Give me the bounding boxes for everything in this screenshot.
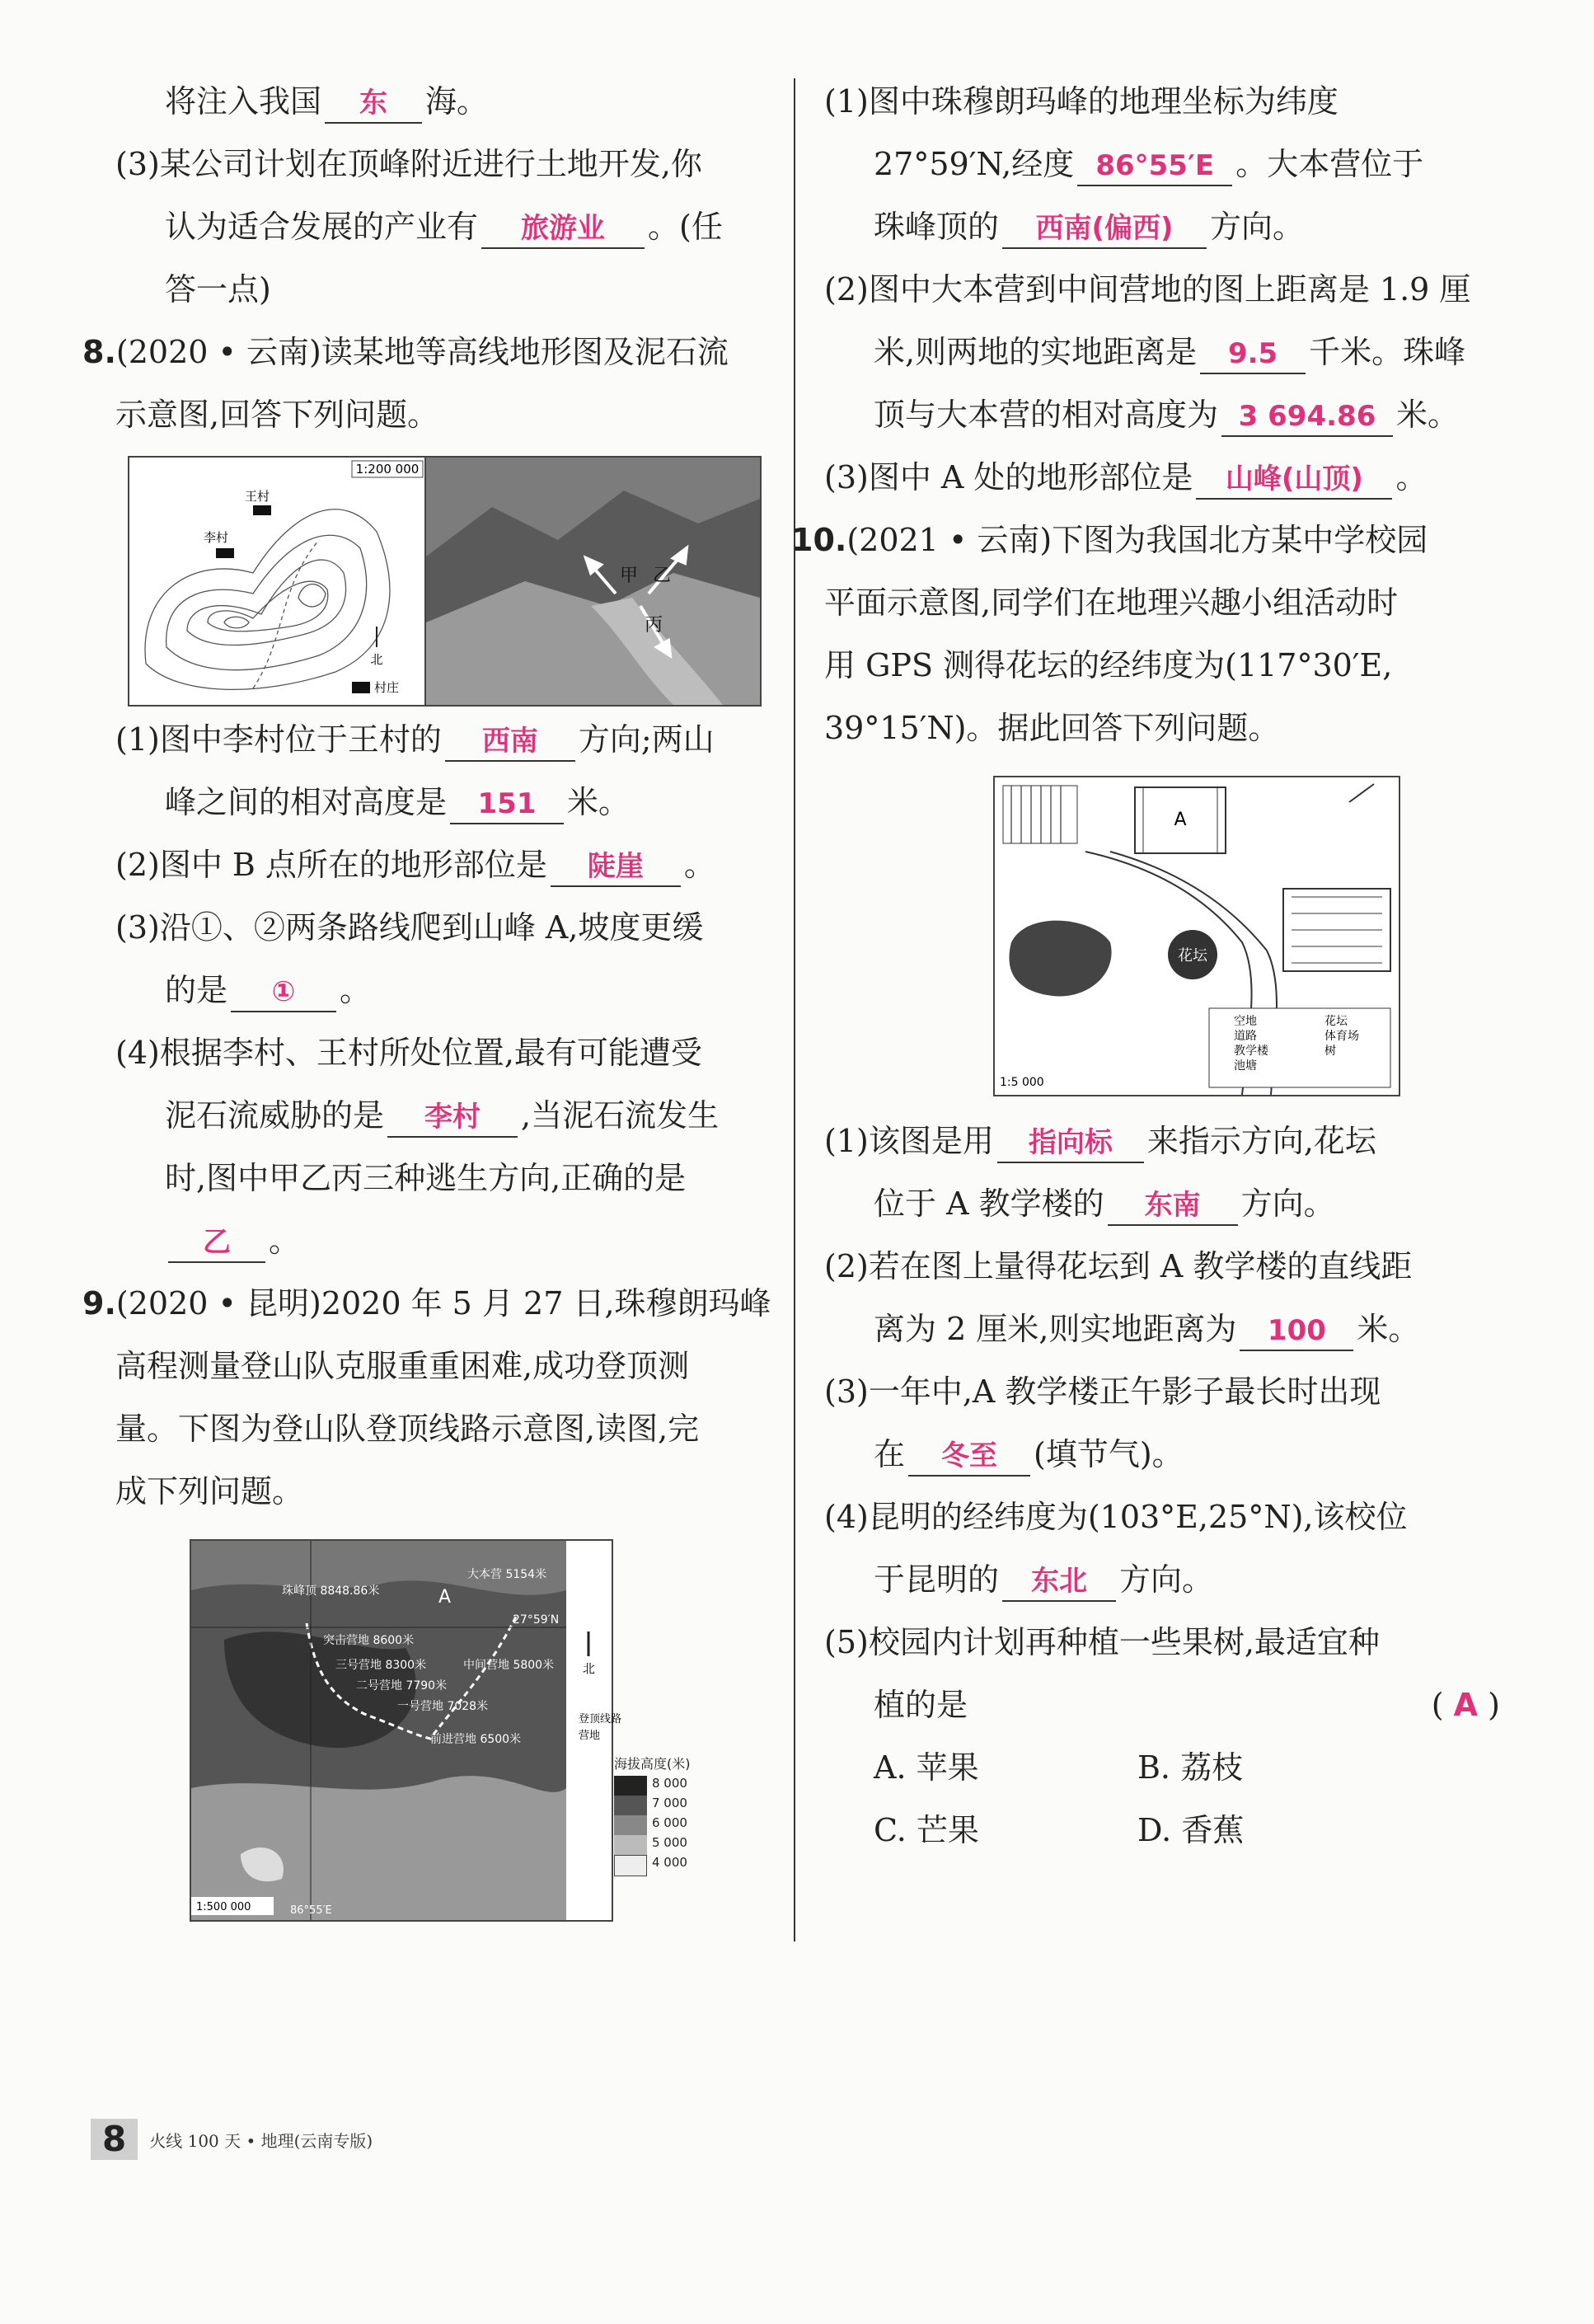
point-a-label: A bbox=[438, 1587, 452, 1608]
altitude-legend-title: 海拔高度(米) bbox=[614, 1756, 691, 1772]
answer-blank: 100 bbox=[1240, 1312, 1353, 1351]
answer-blank: 东南 bbox=[1108, 1186, 1238, 1226]
q9-1-line-3: 珠峰顶的 西南(偏西) 方向。 bbox=[824, 195, 1500, 258]
everest-route-map bbox=[190, 1539, 622, 1922]
answer-blank: 乙 bbox=[168, 1223, 265, 1263]
li-village-label: 李村 bbox=[204, 530, 229, 545]
q10-4-line-2: 于昆明的 东北 方向。 bbox=[824, 1548, 1500, 1611]
q10-5-choices bbox=[824, 1736, 1500, 1862]
north-label: 北 bbox=[370, 652, 383, 667]
q7-3-line-2: 认为适合发展的产业有 旅游业 。(任 bbox=[115, 195, 758, 258]
q10-3-line-1: (3)一年中,A 教学楼正午影子最长时出现 bbox=[824, 1373, 1381, 1410]
q10-figure-wrap bbox=[824, 776, 1500, 1110]
debris-flow-photo bbox=[424, 456, 762, 707]
legend-road: 道路 bbox=[1234, 1030, 1257, 1043]
q10-stem-1: 10.(2021 • 云南)下图为我国北方某中学校园 bbox=[791, 522, 1428, 558]
alt-tick: 4 000 bbox=[652, 1855, 687, 1870]
answer-blank: 东 bbox=[325, 84, 422, 124]
legend-building: 教学楼 bbox=[1234, 1045, 1268, 1058]
map-scale: 1:200 000 bbox=[355, 462, 420, 477]
summit-label: 珠峰顶 8848.86米 bbox=[282, 1585, 380, 1598]
q9-1-line-1: (1)图中珠穆朗玛峰的地理坐标为纬度 bbox=[824, 83, 1338, 120]
q8-4-line-4: 乙 。 bbox=[115, 1209, 758, 1272]
answer-blank: ① bbox=[231, 973, 336, 1012]
adv-camp-label: 前进营地 6500米 bbox=[430, 1733, 522, 1746]
legend-open-space: 空地 bbox=[1234, 1015, 1257, 1028]
legend-camp: 营地 bbox=[579, 1730, 601, 1742]
north-label: 北 bbox=[583, 1661, 596, 1676]
legend-flowerbed: 花坛 bbox=[1324, 1015, 1348, 1028]
legend-route: 登顶线路 bbox=[579, 1713, 622, 1725]
camp2-label: 二号营地 7790米 bbox=[356, 1679, 448, 1693]
q8-stem-1: 8.(2020 • 云南)读某地等高线地形图及泥石流 bbox=[82, 334, 729, 370]
alt-tick: 8 000 bbox=[652, 1776, 687, 1791]
map-scale: 1:5 000 bbox=[1000, 1076, 1044, 1089]
escape-yi: 乙 bbox=[653, 566, 672, 586]
choice-c: C. 芒果 bbox=[874, 1812, 979, 1848]
legend-stadium: 体育场 bbox=[1324, 1030, 1359, 1043]
mid-camp-label: 中间营地 5800米 bbox=[463, 1659, 555, 1672]
choice-a: A. 苹果 bbox=[874, 1749, 979, 1786]
q9-stem-4: 成下列问题。 bbox=[115, 1473, 304, 1509]
escape-jia: 甲 bbox=[620, 566, 639, 586]
answer-blank: 3 694.86 bbox=[1221, 397, 1393, 437]
q8-3-line-1: (3)沿①、②两条路线爬到山峰 A,坡度更缓 bbox=[115, 909, 704, 946]
q8-3-line-2: 的是 ① 。 bbox=[115, 959, 758, 1021]
alt-tick: 6 000 bbox=[652, 1815, 687, 1830]
q10-2-line-1: (2)若在图上量得花坛到 A 教学楼的直线距 bbox=[824, 1248, 1413, 1284]
answer-blank: 西南(偏西) bbox=[1002, 209, 1207, 249]
answer-blank: 李村 bbox=[387, 1098, 518, 1138]
legend-village: 村庄 bbox=[374, 680, 400, 695]
answer-blank: 9.5 bbox=[1200, 335, 1306, 374]
left-column bbox=[82, 70, 771, 1935]
column-divider bbox=[794, 78, 795, 1941]
q7-line-1: 将注入我国 东 海。 bbox=[115, 70, 758, 133]
choice-answer: A bbox=[1453, 1687, 1479, 1723]
answer-blank: 陡崖 bbox=[551, 847, 681, 887]
page-footer bbox=[91, 2119, 373, 2160]
wang-village-label: 王村 bbox=[245, 489, 270, 504]
legend-pond: 池塘 bbox=[1234, 1059, 1257, 1073]
q8-figures bbox=[115, 456, 758, 695]
q9-3-line: (3)图中 A 处的地形部位是 山峰(山顶) 。 bbox=[824, 446, 1500, 509]
q10-stem-3: 用 GPS 测得花坛的经纬度为(117°30′E, bbox=[824, 647, 1393, 683]
answer-blank: 山峰(山顶) bbox=[1196, 460, 1392, 500]
q9-2-line-2: 米,则两地的实地距离是 9.5 千米。珠峰 bbox=[824, 321, 1500, 383]
q8-1-line-2: 峰之间的相对高度是 151 米。 bbox=[115, 771, 758, 833]
q8-stem-2: 示意图,回答下列问题。 bbox=[115, 397, 439, 433]
answer-blank: 指向标 bbox=[997, 1124, 1144, 1163]
q8-1-line-1: (1)图中李村位于王村的 西南 方向;两山 bbox=[115, 708, 758, 771]
q9-2-line-1: (2)图中大本营到中间营地的图上距离是 1.9 厘 bbox=[824, 271, 1471, 308]
right-column bbox=[791, 70, 1500, 1862]
assault-camp-label: 突击营地 8600米 bbox=[323, 1634, 415, 1647]
choice-d: D. 香蕉 bbox=[1137, 1812, 1245, 1848]
q10-2-line-2: 离为 2 厘米,则实地距离为 100 米。 bbox=[824, 1298, 1500, 1360]
alt-tick: 7 000 bbox=[652, 1796, 687, 1810]
answer-blank: 冬至 bbox=[908, 1437, 1030, 1477]
lat-label: 27°59′N bbox=[513, 1613, 560, 1627]
q10-5-line-2: 植的是 ( A ) bbox=[874, 1687, 1500, 1723]
flowerbed-label: 花坛 bbox=[1178, 947, 1207, 965]
contour-map bbox=[128, 456, 428, 707]
q7-3-line-1: (3)某公司计划在顶峰附近进行土地开发,你 bbox=[115, 146, 702, 182]
campus-map bbox=[993, 776, 1400, 1096]
base-camp-label: 大本营 5154米 bbox=[467, 1568, 547, 1581]
q10-stem-2: 平面示意图,同学们在地理兴趣小组活动时 bbox=[824, 585, 1399, 621]
q9-1-line-2: 27°59′N,经度 86°55′E 。大本营位于 bbox=[824, 133, 1500, 195]
answer-blank: 西南 bbox=[445, 722, 575, 762]
map-scale: 1:500 000 bbox=[196, 1901, 251, 1913]
altitude-legend bbox=[614, 1754, 713, 1876]
legend-tree: 树 bbox=[1324, 1045, 1336, 1058]
q10-5-line-1: (5)校园内计划再种植一些果树,最适宜种 bbox=[824, 1624, 1380, 1660]
answer-blank: 151 bbox=[450, 785, 564, 824]
answer-blank: 东北 bbox=[1002, 1562, 1116, 1602]
q9-stem-2: 高程测量登山队克服重重困难,成功登顶测 bbox=[115, 1348, 690, 1384]
q10-stem-4: 39°15′N)。据此回答下列问题。 bbox=[824, 710, 1280, 746]
answer-blank: 86°55′E bbox=[1077, 147, 1232, 186]
q9-2-line-3: 顶与大本营的相对高度为 3 694.86 米。 bbox=[824, 383, 1500, 446]
q10-4-line-1: (4)昆明的经纬度为(103°E,25°N),该校位 bbox=[824, 1499, 1408, 1535]
alt-tick: 5 000 bbox=[652, 1835, 687, 1850]
q10-3-line-2: 在 冬至 (填节气)。 bbox=[824, 1423, 1500, 1486]
q8-4-line-1: (4)根据李村、王村所处位置,最有可能遭受 bbox=[115, 1035, 702, 1071]
camp1-label: 一号营地 7028米 bbox=[397, 1700, 489, 1713]
q7-3-line-3: 答一点) bbox=[165, 271, 271, 308]
escape-bing: 丙 bbox=[645, 615, 663, 636]
book-title: 火线 100 天 • 地理(云南专版) bbox=[149, 2130, 373, 2151]
q9-figure-wrap bbox=[115, 1539, 758, 1935]
q10-1-line-1: (1)该图是用 指向标 来指示方向,花坛 bbox=[824, 1110, 1500, 1172]
choice-b: B. 荔枝 bbox=[1137, 1749, 1244, 1786]
q8-4-line-2: 泥石流威胁的是 李村 ,当泥石流发生 bbox=[115, 1084, 758, 1147]
q8-4-line-3: 时,图中甲乙丙三种逃生方向,正确的是 bbox=[165, 1160, 687, 1196]
building-a-label: A bbox=[1174, 810, 1187, 830]
q9-stem-3: 量。下图为登山队登顶线路示意图,读图,完 bbox=[115, 1411, 700, 1447]
lon-label: 86°55′E bbox=[290, 1904, 332, 1917]
page-number: 8 bbox=[91, 2119, 138, 2160]
q8-2-line: (2)图中 B 点所在的地形部位是 陡崖 。 bbox=[115, 833, 758, 896]
camp3-label: 三号营地 8300米 bbox=[335, 1659, 427, 1672]
q10-1-line-2: 位于 A 教学楼的 东南 方向。 bbox=[824, 1172, 1500, 1235]
answer-blank: 旅游业 bbox=[481, 209, 645, 249]
q9-stem-1: 9.(2020 • 昆明)2020 年 5 月 27 日,珠穆朗玛峰 bbox=[82, 1285, 771, 1322]
